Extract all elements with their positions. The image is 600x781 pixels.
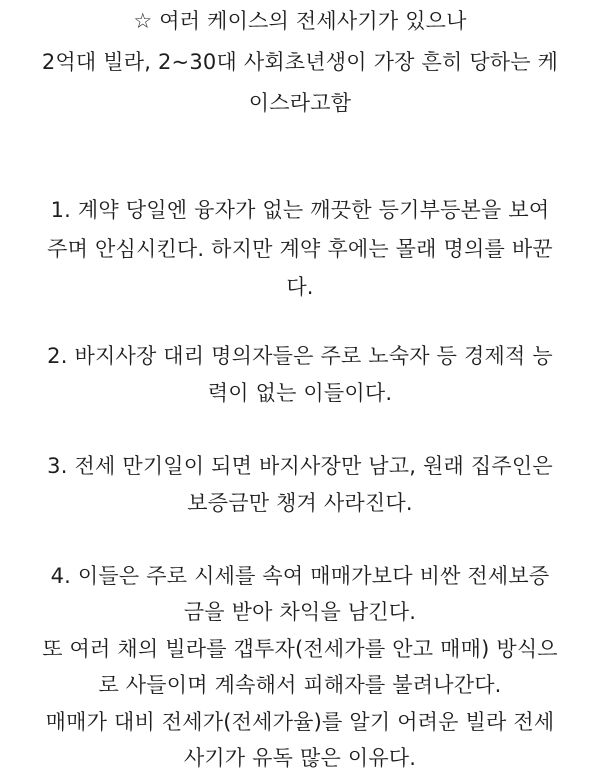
point-line: 다. [286,275,314,299]
point-line: 또 여러 채의 빌라를 갭투자(전세가를 안고 매매) 방식으 [42,637,558,661]
point-line: 4. 이들은 주로 시세를 속여 매매가보다 비싼 전세보증 [50,564,550,588]
point-line: 로 사들이며 계속해서 피해자를 불려나간다. [98,673,502,697]
point-line: 2. 바지사장 대리 명의자들은 주로 노숙자 등 경제적 능 [47,344,553,368]
intro-line: ☆ 여러 케이스의 전세사기가 있으나 [133,9,467,33]
point-line: 금을 받아 차익을 남긴다. [183,600,417,624]
point-line: 사기가 유독 많은 이유다. [183,746,417,770]
point-line: 보증금만 챙겨 사라진다. [187,491,413,515]
point-line: 력이 없는 이들이다. [207,381,393,405]
point-line: 1. 계약 당일엔 융자가 없는 깨끗한 등기부등본을 보여 [50,198,550,222]
intro-line: 이스라고함 [248,91,352,115]
point-line: 매매가 대비 전세가(전세가율)를 알기 어려운 빌라 전세 [45,710,555,734]
point-line: 주며 안심시킨다. 하지만 계약 후에는 몰래 명의를 바꾼 [47,237,553,261]
intro-line: 2억대 빌라, 2~30대 사회초년생이 가장 흔히 당하는 케 [41,50,559,74]
point-line: 3. 전세 만기일이 되면 바지사장만 남고, 원래 집주인은 [47,454,553,478]
